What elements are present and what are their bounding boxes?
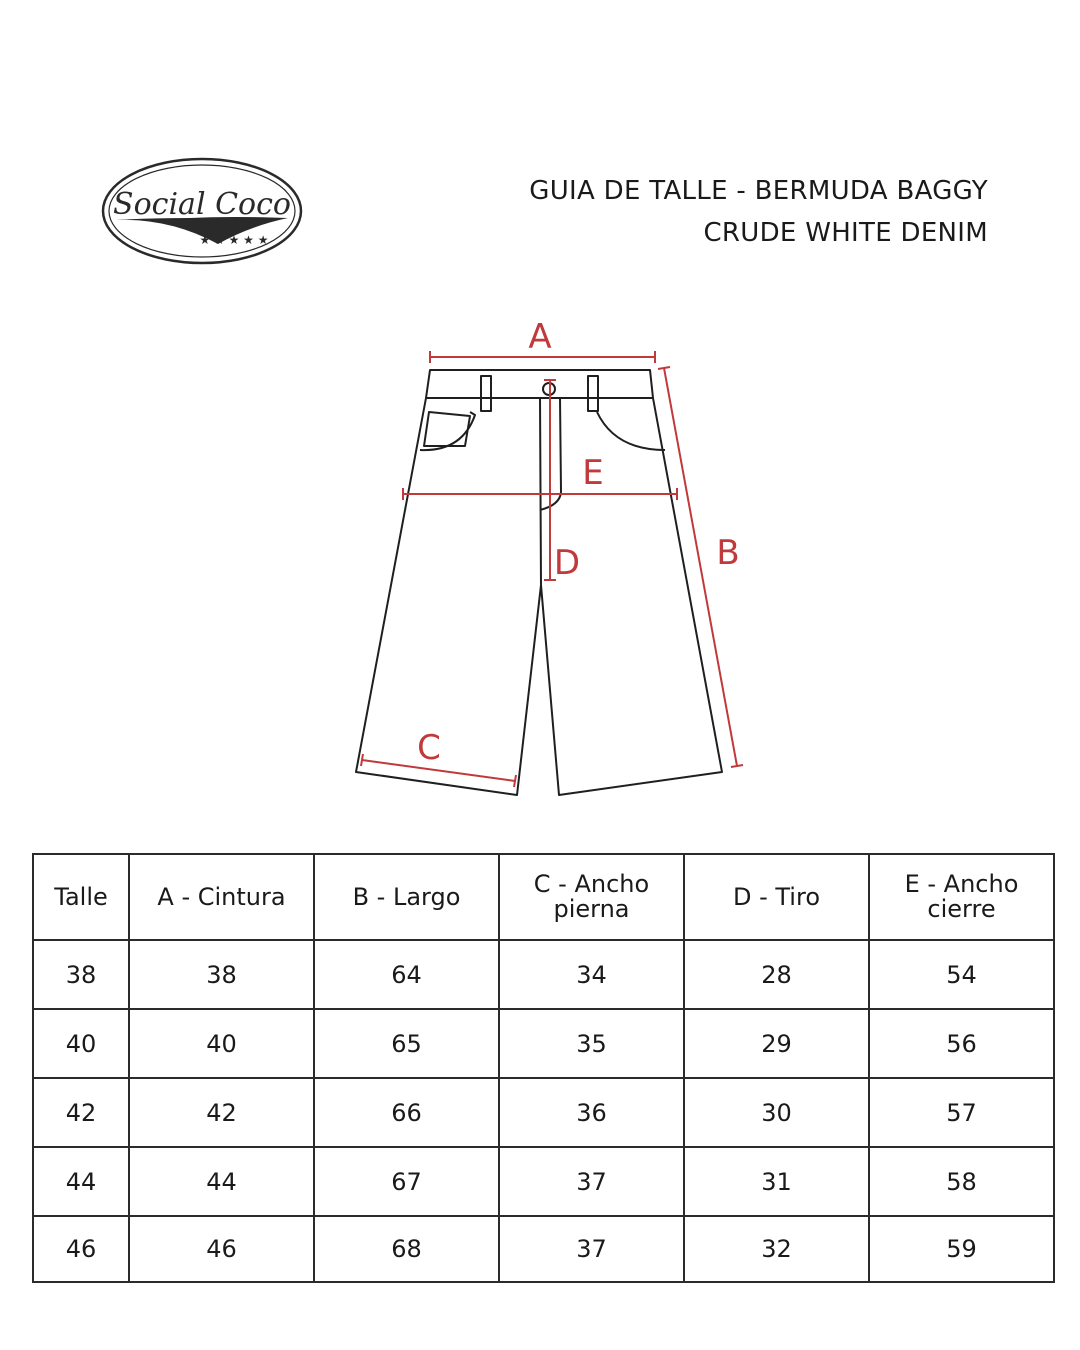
cell-talle: 38 [33, 940, 129, 1009]
cell-ancho-pierna: 35 [499, 1009, 684, 1078]
cell-talle: 42 [33, 1078, 129, 1147]
table-row [33, 940, 1054, 1009]
cell-ancho-pierna: 37 [499, 1216, 684, 1282]
cell-ancho-cierre: 59 [869, 1216, 1054, 1282]
header-cintura: A - Cintura [129, 854, 314, 940]
header-talle: Talle [33, 854, 129, 940]
cell-largo: 66 [314, 1078, 499, 1147]
cell-ancho-cierre: 58 [869, 1147, 1054, 1216]
cell-largo: 65 [314, 1009, 499, 1078]
cell-tiro: 29 [684, 1009, 869, 1078]
table-row [33, 1009, 1054, 1078]
header-tiro: D - Tiro [684, 854, 869, 940]
cell-cintura: 44 [129, 1147, 314, 1216]
cell-tiro: 32 [684, 1216, 869, 1282]
header-ancho-pierna: C - Ancho pierna [499, 854, 684, 940]
table-row [33, 1147, 1054, 1216]
table-row [33, 1216, 1054, 1282]
cell-ancho-cierre: 56 [869, 1009, 1054, 1078]
label-d: D [553, 543, 581, 583]
label-a: A [528, 317, 552, 357]
cell-cintura: 38 [129, 940, 314, 1009]
cell-talle: 44 [33, 1147, 129, 1216]
label-c: C [417, 728, 441, 768]
cell-tiro: 31 [684, 1147, 869, 1216]
brand-logo [100, 156, 304, 266]
title-line-1: GUIA DE TALLE - BERMUDA BAGGY [529, 176, 988, 206]
shorts-diagram [340, 310, 760, 810]
label-b: B [716, 533, 740, 573]
size-table [32, 853, 1055, 1283]
shorts-outline [356, 370, 722, 795]
page-title [529, 170, 988, 254]
logo-stars: ★ ★ ★ ★ ★ [199, 233, 269, 247]
cell-talle: 40 [33, 1009, 129, 1078]
cell-ancho-pierna: 34 [499, 940, 684, 1009]
cell-ancho-cierre: 57 [869, 1078, 1054, 1147]
cell-ancho-pierna: 36 [499, 1078, 684, 1147]
cell-largo: 64 [314, 940, 499, 1009]
cell-ancho-pierna: 37 [499, 1147, 684, 1216]
label-e: E [582, 453, 604, 493]
table-header-row [33, 854, 1054, 940]
cell-tiro: 30 [684, 1078, 869, 1147]
header-largo: B - Largo [314, 854, 499, 940]
cell-cintura: 46 [129, 1216, 314, 1282]
cell-ancho-cierre: 54 [869, 940, 1054, 1009]
cell-largo: 67 [314, 1147, 499, 1216]
table-row [33, 1078, 1054, 1147]
cell-largo: 68 [314, 1216, 499, 1282]
cell-talle: 46 [33, 1216, 129, 1282]
cell-cintura: 42 [129, 1078, 314, 1147]
title-line-2: CRUDE WHITE DENIM [703, 218, 988, 248]
cell-cintura: 40 [129, 1009, 314, 1078]
header-ancho-cierre: E - Ancho cierre [869, 854, 1054, 940]
logo-wordmark: Social Coco [113, 187, 291, 222]
cell-tiro: 28 [684, 940, 869, 1009]
